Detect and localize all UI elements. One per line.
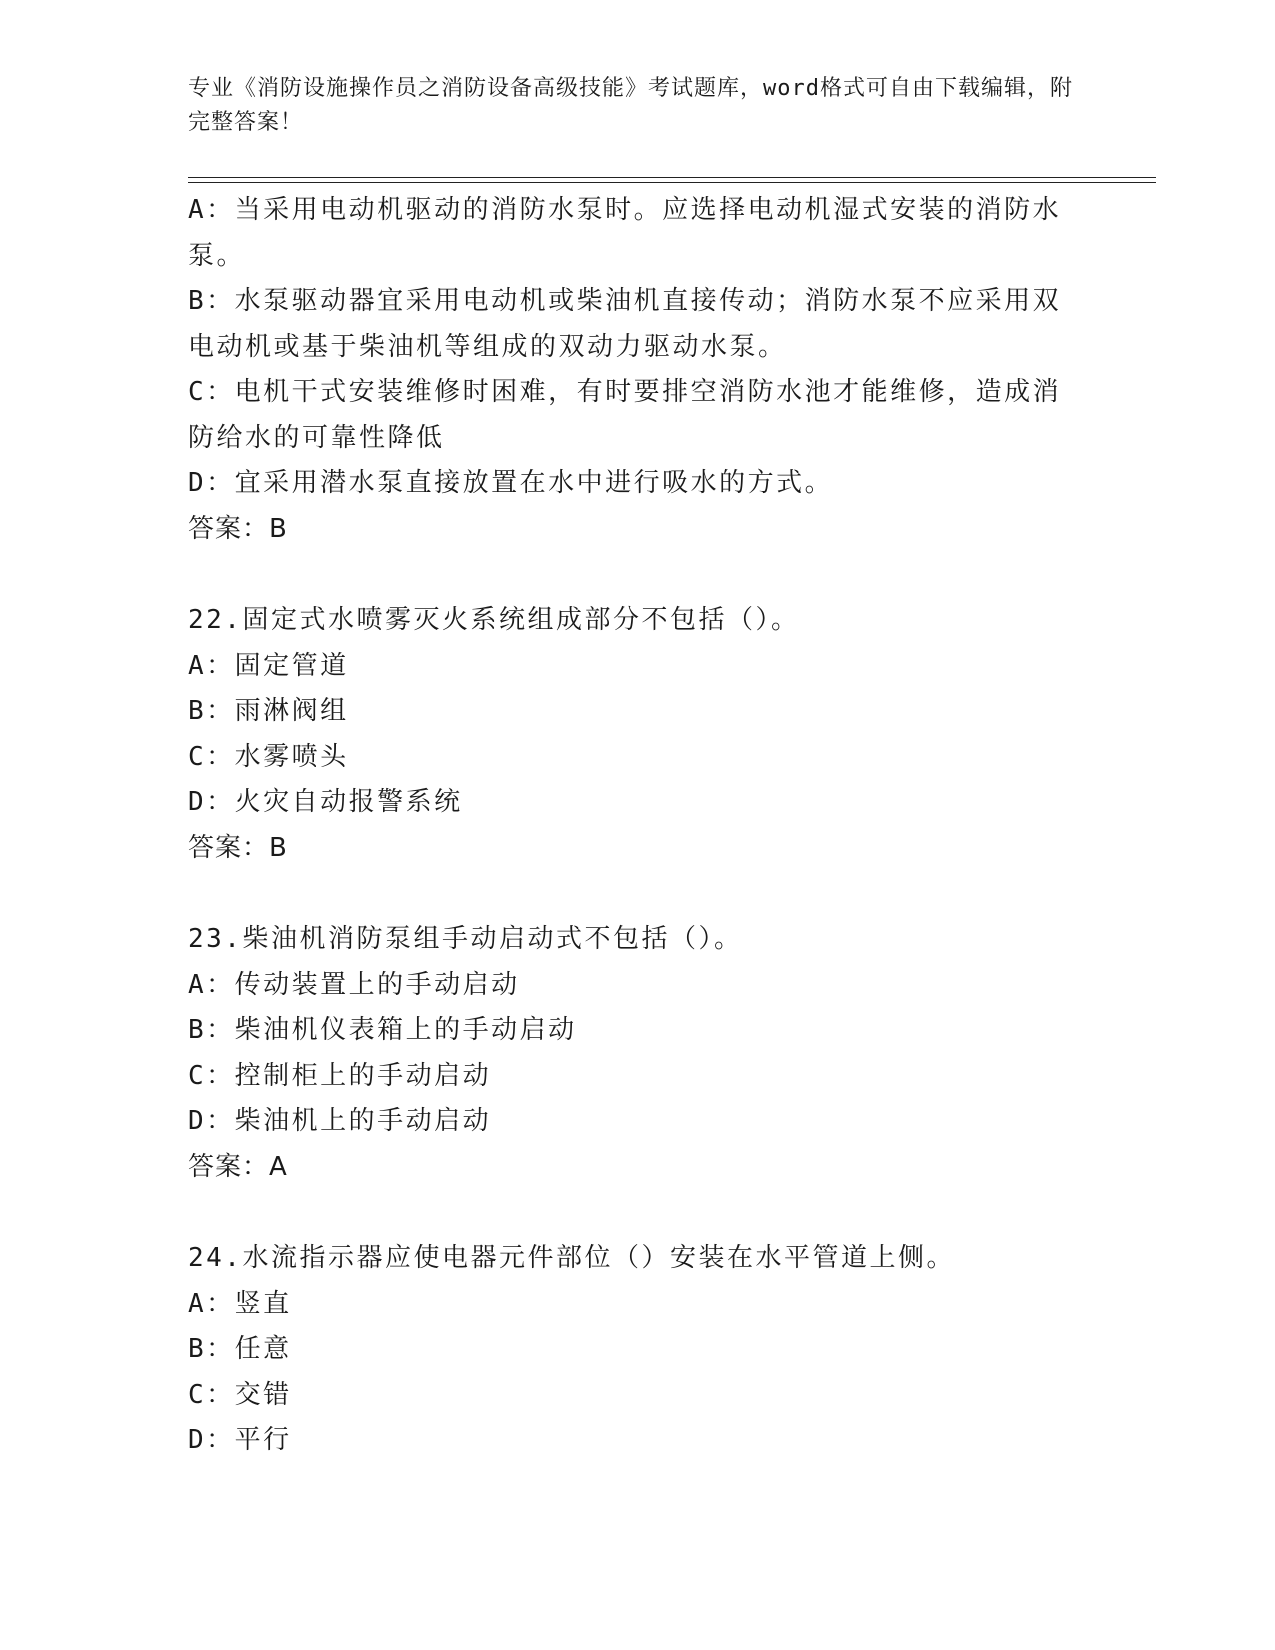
option-c: C：控制柜上的手动启动 bbox=[188, 1060, 492, 1091]
option-a: A：固定管道 bbox=[188, 650, 349, 681]
option-d: D：柴油机上的手动启动 bbox=[188, 1106, 492, 1136]
question-block-23 bbox=[188, 917, 1088, 1190]
spacer bbox=[188, 1190, 1088, 1236]
answer-line: 答案：A bbox=[188, 1151, 288, 1182]
question-block-24 bbox=[188, 1236, 1088, 1464]
option-b: B：水泵驱动器宜采用电动机或柴油机直接传动；消防水泵不应采用双电动机或基于柴油机等组成的双动力驱动水泵。 bbox=[188, 286, 1062, 362]
option-c: C：交错 bbox=[188, 1379, 292, 1410]
spacer bbox=[188, 552, 1088, 598]
option-b: B：雨淋阀组 bbox=[188, 696, 349, 726]
option-a: A：当采用电动机驱动的消防水泵时。应选择电动机湿式安装的消防水泵。 bbox=[188, 195, 1062, 271]
option-a: A：竖直 bbox=[188, 1288, 292, 1319]
document-header: 专业《消防设施操作员之消防设备高级技能》考试题库，word格式可自由下载编辑，附完整答案！ bbox=[188, 76, 1073, 135]
answer-line: 答案：B bbox=[188, 832, 288, 863]
option-d: D：平行 bbox=[188, 1425, 292, 1455]
option-a: A：传动装置上的手动启动 bbox=[188, 969, 520, 1000]
option-d: D：宜采用潜水泵直接放置在水中进行吸水的方式。 bbox=[188, 468, 834, 498]
option-b: B：任意 bbox=[188, 1334, 292, 1364]
question-block-21 bbox=[188, 188, 1088, 552]
header-divider-top bbox=[188, 177, 1156, 178]
option-b: B：柴油机仪表箱上的手动启动 bbox=[188, 1015, 577, 1045]
answer-line: 答案：B bbox=[188, 513, 288, 544]
question-stem: 22.固定式水喷雾灭火系统组成部分不包括（）。 bbox=[188, 605, 800, 635]
option-c: C：水雾喷头 bbox=[188, 741, 349, 772]
spacer bbox=[188, 871, 1088, 917]
header-divider-bottom bbox=[188, 182, 1156, 183]
question-list bbox=[188, 188, 1088, 1464]
option-c: C：电机干式安装维修时困难，有时要排空消防水池才能维修，造成消防给水的可靠性降低 bbox=[188, 377, 1062, 453]
question-stem: 24.水流指示器应使电器元件部位（）安装在水平管道上侧。 bbox=[188, 1243, 955, 1273]
question-stem: 23.柴油机消防泵组手动启动式不包括（）。 bbox=[188, 924, 743, 954]
question-block-22 bbox=[188, 598, 1088, 871]
option-d: D：火灾自动报警系统 bbox=[188, 787, 463, 817]
